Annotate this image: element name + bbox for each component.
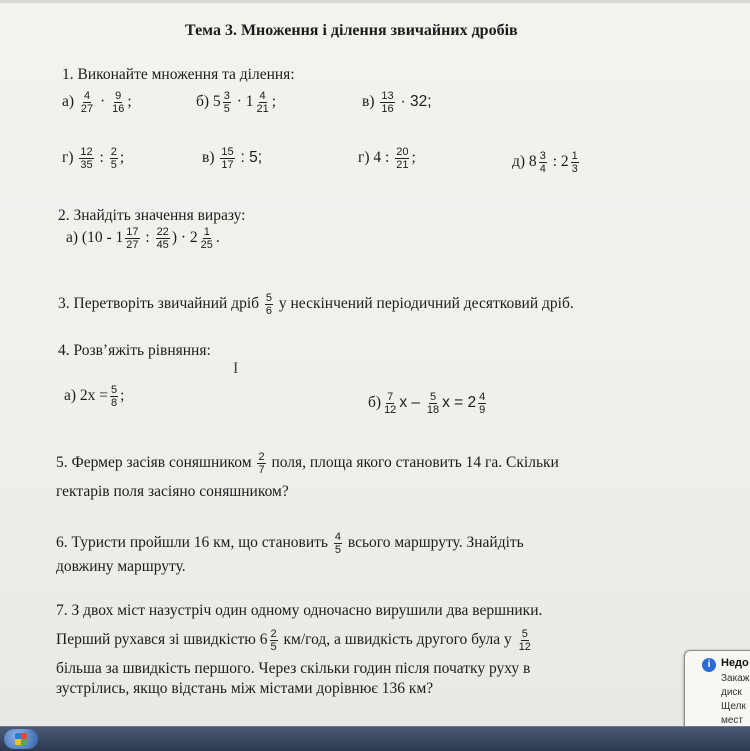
task1-item-c: в) $\frac{13}{16}$ · 32; bbox=[362, 90, 432, 115]
task7-line1: 7. З двох міст назустріч один одному одночасно вирушили два вершники. bbox=[56, 602, 543, 619]
fraction: $\frac{15}{17}$ bbox=[221, 146, 234, 171]
fraction: $\frac{20}{21}$ bbox=[396, 146, 409, 171]
task6-line2: довжину маршруту. bbox=[56, 558, 186, 575]
task5-line2: гектарів поля засіяно соняшником? bbox=[56, 483, 289, 500]
fraction: $\frac{5}{18}$ bbox=[426, 391, 440, 416]
task4-item-b: б) $\frac{7}{12}$ x – $\frac{5}{18}$ x = 2 $\frac{4}{9}$ bbox=[368, 391, 486, 416]
fraction: $\frac{7}{12}$ bbox=[384, 391, 397, 416]
fraction: $\frac{1}{25}$ bbox=[200, 226, 213, 251]
task7-line4: зустрілись, якщо відстань між містами дорівнює 136 км? bbox=[56, 680, 434, 697]
notification-title: Недо bbox=[721, 657, 749, 669]
task1-item-f: г) 4 : $\frac{20}{21}$ ; bbox=[358, 146, 416, 171]
task1-item-b: б) 5 $\frac{3}{5}$ · 1 $\frac{4}{21}$ ; bbox=[196, 90, 277, 115]
fraction: $\frac{13}{16}$ bbox=[381, 90, 394, 115]
fraction: $\frac{5}{12}$ bbox=[518, 628, 531, 653]
task5-line1: 5. Фермер засіяв соняшником $\frac{2}{7}$ поля, площа якого становить 14 га. Скільки bbox=[56, 451, 559, 476]
fraction: $\frac{2}{5}$ bbox=[270, 628, 277, 653]
task7-line3: більша за швидкість першого. Через скільки годин після початку руху в bbox=[56, 660, 531, 677]
notification-line: Щелк bbox=[721, 701, 746, 712]
fraction: $\frac{4}{27}$ bbox=[80, 90, 94, 115]
fraction: $\frac{1}{3}$ bbox=[571, 150, 578, 175]
notification-line: диск bbox=[721, 687, 742, 698]
page-title: Тема 3. Множення і ділення звичайних дробів bbox=[185, 22, 518, 39]
fraction: $\frac{2}{5}$ bbox=[110, 146, 117, 171]
info-icon: i bbox=[702, 658, 716, 672]
task2-item-a: а) (10 - 1 $\frac{17}{27}$ : $\frac{22}{45}$ ) · 2 $\frac{1}{25}$ . bbox=[66, 226, 220, 251]
fraction: $\frac{4}{5}$ bbox=[334, 531, 341, 556]
fraction: $\frac{3}{4}$ bbox=[539, 150, 546, 175]
fraction: $\frac{2}{7}$ bbox=[258, 451, 265, 476]
fraction: $\frac{5}{6}$ bbox=[265, 292, 273, 317]
task1-item-d: г) $\frac{12}{35}$ : $\frac{2}{5}$ ; bbox=[62, 146, 125, 171]
task4-heading: 4. Розв’яжіть рівняння: bbox=[58, 342, 211, 359]
task1-item-g: д) 8 $\frac{3}{4}$ : 2 $\frac{1}{3}$ bbox=[512, 150, 578, 175]
notification-line: Закаж bbox=[721, 673, 750, 684]
task4-item-a: а) 2x = $\frac{5}{8}$ ; bbox=[64, 384, 125, 409]
task1-item-a: а) $\frac{4}{27}$ · $\frac{9}{16}$ ; bbox=[62, 90, 132, 115]
task1-item-e: в) $\frac{15}{17}$ : 5; bbox=[202, 146, 263, 171]
fraction: $\frac{3}{5}$ bbox=[223, 90, 230, 115]
top-edge bbox=[0, 0, 750, 3]
fraction: $\frac{4}{9}$ bbox=[479, 391, 486, 416]
fraction: $\frac{22}{45}$ bbox=[156, 226, 169, 251]
fraction: $\frac{5}{8}$ bbox=[111, 384, 118, 409]
system-notification[interactable] bbox=[684, 650, 750, 736]
fraction: $\frac{12}{35}$ bbox=[80, 146, 93, 171]
task7-line2: Перший рухався зі швидкістю 6 $\frac{2}{5}$ км/год, а швидкість другого була у $\frac{5}{12}$ bbox=[56, 628, 531, 653]
task6-line1: 6. Туристи пройшли 16 км, що становить $\frac{4}{5}$ всього маршруту. Знайдіть bbox=[56, 531, 524, 556]
taskbar bbox=[0, 726, 750, 751]
notification-line: мест bbox=[721, 715, 744, 726]
fraction: $\frac{4}{21}$ bbox=[256, 90, 269, 115]
fraction: $\frac{9}{16}$ bbox=[112, 90, 125, 115]
start-button[interactable] bbox=[4, 729, 38, 749]
task1-heading: 1. Виконайте множення та ділення: bbox=[62, 66, 295, 83]
windows-logo-icon bbox=[15, 733, 27, 745]
task3-text: 3. Перетворіть звичайний дріб $\frac{5}{6}$ у нескінчений періодичний десятковий дріб. bbox=[58, 292, 574, 317]
task2-heading: 2. Знайдіть значення виразу: bbox=[58, 207, 246, 224]
text-cursor-icon: I bbox=[233, 360, 239, 377]
fraction: $\frac{17}{27}$ bbox=[126, 226, 139, 251]
